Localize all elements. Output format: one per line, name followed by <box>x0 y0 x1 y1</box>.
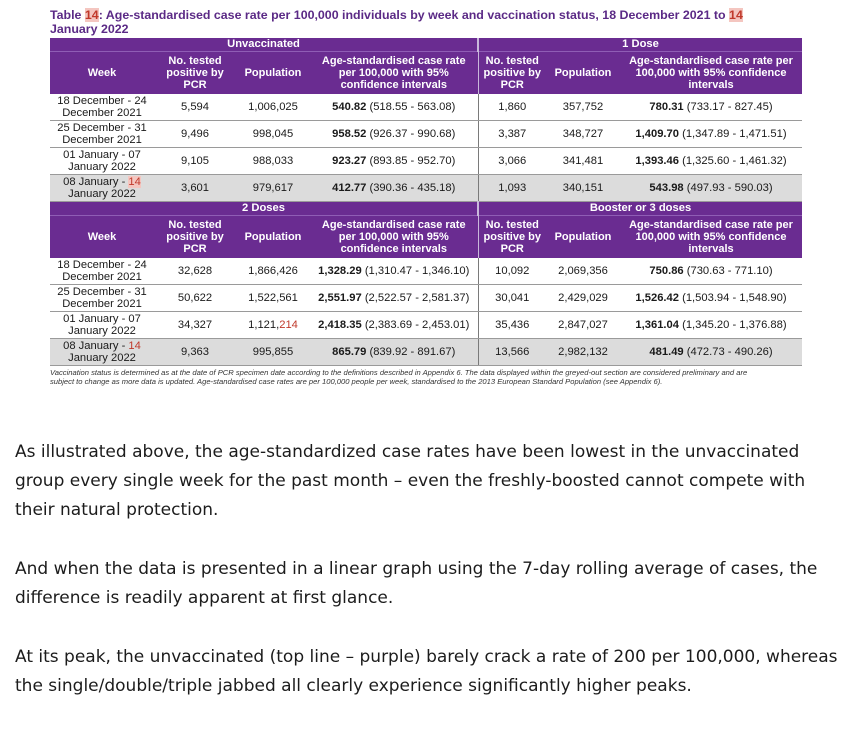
col-week: Week <box>50 52 154 95</box>
rate-cell: 1,526.42 (1,503.94 - 1,548.90) <box>620 285 802 312</box>
title-text: : Age-standardised case rate per 100,000 individuals by week and vaccination status, 18 December 2021 to <box>98 8 730 22</box>
article-body <box>15 438 840 731</box>
title-end-highlight: 14 <box>729 8 743 22</box>
group-header-row <box>50 202 802 216</box>
week-cell: 25 December - 31 December 2021 <box>50 121 154 148</box>
tested-cell: 50,622 <box>154 285 236 312</box>
population-cell: 2,069,356 <box>546 258 620 285</box>
week-cell: 18 December - 24 December 2021 <box>50 94 154 121</box>
rate-cell: 1,409.70 (1,347.89 - 1,471.51) <box>620 121 802 148</box>
column-header-row <box>50 216 802 259</box>
population-cell: 341,481 <box>546 148 620 175</box>
population-cell: 340,151 <box>546 175 620 202</box>
week-cell: 25 December - 31 December 2021 <box>50 285 154 312</box>
population-cell: 979,617 <box>236 175 310 202</box>
col-week: Week <box>50 216 154 259</box>
rate-cell: 958.52 (926.37 - 990.68) <box>310 121 478 148</box>
col-population: Population <box>236 216 310 259</box>
group-one-dose: 1 Dose <box>478 38 802 52</box>
vaccination-status-table <box>50 38 802 366</box>
population-cell: 357,752 <box>546 94 620 121</box>
col-population: Population <box>236 52 310 95</box>
tested-cell: 9,363 <box>154 339 236 366</box>
col-rate: Age-standardised case rate per 100,000 with 95% confidence intervals <box>620 216 802 259</box>
rate-cell: 865.79 (839.92 - 891.67) <box>310 339 478 366</box>
population-cell: 1,006,025 <box>236 94 310 121</box>
tested-cell: 10,092 <box>478 258 546 285</box>
tested-cell: 9,496 <box>154 121 236 148</box>
population-cell: 988,033 <box>236 148 310 175</box>
week-cell: 08 January - 14 January 2022 <box>50 175 154 202</box>
tested-cell: 3,066 <box>478 148 546 175</box>
group-header-row <box>50 38 802 52</box>
col-rate: Age-standardised case rate per 100,000 with 95% confidence intervals <box>310 216 478 259</box>
paragraph: And when the data is presented in a linear graph using the 7-day rolling average of cases, the difference is readily apparent at first glance. <box>15 559 818 608</box>
column-header-row <box>50 52 802 95</box>
table-footnote: Vaccination status is determined as at the date of PCR specimen date according to the definitions described in Appendix 6. The data displayed within the greyed-out section are considered preliminary and are subject to change as more data is updated. Age-standardised case rates are per 100,000 people per week, standardised to the 2013 European Standard Population (see Appendix 6). <box>50 368 748 386</box>
rate-cell: 543.98 (497.93 - 590.03) <box>620 175 802 202</box>
rate-cell: 780.31 (733.17 - 827.45) <box>620 94 802 121</box>
week-cell: 18 December - 24 December 2021 <box>50 258 154 285</box>
tested-cell: 34,327 <box>154 312 236 339</box>
tested-cell: 9,105 <box>154 148 236 175</box>
population-cell: 1,522,561 <box>236 285 310 312</box>
paragraph: As illustrated above, the age-standardized case rates have been lowest in the unvaccinated group every single week for the past month – even the freshly-boosted cannot compete with their natural protection. <box>15 442 806 520</box>
group-two-doses: 2 Doses <box>50 202 478 216</box>
population-cell: 348,727 <box>546 121 620 148</box>
group-booster: Booster or 3 doses <box>478 202 802 216</box>
col-tested: No. tested positive by PCR <box>154 52 236 95</box>
rate-cell: 1,361.04 (1,345.20 - 1,376.88) <box>620 312 802 339</box>
table-row-preliminary <box>50 175 802 202</box>
population-cell: 2,982,132 <box>546 339 620 366</box>
population-cell: 2,429,029 <box>546 285 620 312</box>
table-title <box>50 8 802 36</box>
table-row <box>50 285 802 312</box>
col-tested: No. tested positive by PCR <box>478 216 546 259</box>
tested-cell: 1,093 <box>478 175 546 202</box>
population-cell: 1,866,426 <box>236 258 310 285</box>
rate-cell: 481.49 (472.73 - 490.26) <box>620 339 802 366</box>
week-cell: 01 January - 07 January 2022 <box>50 148 154 175</box>
data-table-figure <box>50 8 802 386</box>
title-number-highlight: 14 <box>84 8 99 22</box>
col-population: Population <box>546 52 620 95</box>
population-cell: 995,855 <box>236 339 310 366</box>
week-cell: 01 January - 07 January 2022 <box>50 312 154 339</box>
table-row <box>50 312 802 339</box>
title-suffix: January 2022 <box>50 22 129 36</box>
population-cell: 998,045 <box>236 121 310 148</box>
tested-cell: 13,566 <box>478 339 546 366</box>
rate-cell: 923.27 (893.85 - 952.70) <box>310 148 478 175</box>
group-unvaccinated: Unvaccinated <box>50 38 478 52</box>
table-row <box>50 258 802 285</box>
tested-cell: 3,387 <box>478 121 546 148</box>
week-cell: 08 January - 14 January 2022 <box>50 339 154 366</box>
rate-cell: 412.77 (390.36 - 435.18) <box>310 175 478 202</box>
rate-cell: 540.82 (518.55 - 563.08) <box>310 94 478 121</box>
rate-cell: 2,418.35 (2,383.69 - 2,453.01) <box>310 312 478 339</box>
population-cell: 1,121,214 <box>236 312 310 339</box>
table-row-preliminary <box>50 339 802 366</box>
col-population: Population <box>546 216 620 259</box>
table-row <box>50 121 802 148</box>
tested-cell: 35,436 <box>478 312 546 339</box>
col-tested: No. tested positive by PCR <box>154 216 236 259</box>
tested-cell: 30,041 <box>478 285 546 312</box>
col-tested: No. tested positive by PCR <box>478 52 546 95</box>
rate-cell: 2,551.97 (2,522.57 - 2,581.37) <box>310 285 478 312</box>
table-row <box>50 148 802 175</box>
rate-cell: 1,328.29 (1,310.47 - 1,346.10) <box>310 258 478 285</box>
table-row <box>50 94 802 121</box>
tested-cell: 32,628 <box>154 258 236 285</box>
rate-cell: 750.86 (730.63 - 771.10) <box>620 258 802 285</box>
col-rate: Age-standardised case rate per 100,000 with 95% confidence intervals <box>310 52 478 95</box>
population-cell: 2,847,027 <box>546 312 620 339</box>
col-rate: Age-standardised case rate per 100,000 with 95% confidence intervals <box>620 52 802 95</box>
paragraph: At its peak, the unvaccinated (top line – purple) barely crack a rate of 200 per 100,000, whereas the single/double/triple jabbed all clearly experience significantly higher peaks. <box>15 647 838 696</box>
tested-cell: 5,594 <box>154 94 236 121</box>
tested-cell: 3,601 <box>154 175 236 202</box>
rate-cell: 1,393.46 (1,325.60 - 1,461.32) <box>620 148 802 175</box>
title-prefix: Table <box>50 8 85 22</box>
tested-cell: 1,860 <box>478 94 546 121</box>
